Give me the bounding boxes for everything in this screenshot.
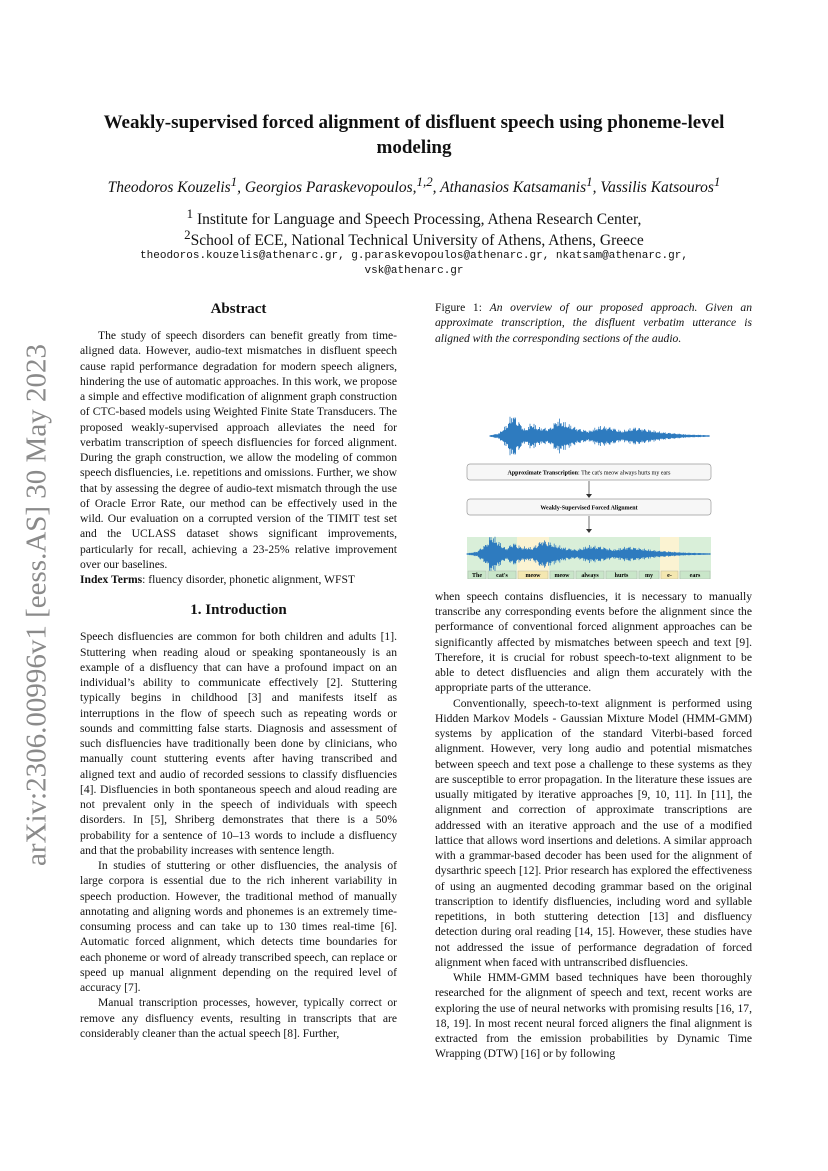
arxiv-stamp: arXiv:2306.00996v1 [eess.AS] 30 May 2023 [20,344,53,866]
author-name: Theodoros Kouzelis [107,179,231,197]
word-label: e- [667,572,672,579]
body-paragraph: While HMM-GMM based techniques have been thoroughly researched for the alignment of speech and text, recent works are exploring the use of neural networks with promising results [16, 17, 18, 19]. In most recent neural forced aligners the final alignment is extracted from the emission probabilities by Dynamic Time Wrapping (DTW) [16] or by following [435,971,752,1061]
figure-diagram [435,354,752,579]
body-paragraph: Conventionally, speech-to-text alignment is performed using Hidden Markov Models - Gaussian Mixture Model (HMM-GMM) systems by application of the standard Viterbi-based forced alignment. However, very long audio and potential mismatches between speech and text pose a challenge to these systems as they are susceptible to error propagation. In the literature these issues are usually mitigated by iterative approaches [9, 10, 11]. In [11], the alignment and correction of approximate transcriptions are addressed with an iterative approach and the use of a modified lattice that allows word insertions and deletions. A similar approach with a grammar-based decoder has been used for the alignment of dysarthric speech [12]. Prior research has explored the effectiveness of using an augmented decoding grammar based on the original transcription to identify disfluencies, including word and syllable repetitions, in both stuttering detection [13] and disfluency detection during oral reading [14, 15]. However, these studies have not addressed the issue of performance degradation of forced alignment when faced with untranscribed disfluencies. [435,696,752,969]
figure-caption: Figure 1: An overview of our proposed approach. Given an approximate transcription, the disfluent verbatim utterance is aligned with the corresponding sections of the audio. [435,301,753,345]
author-name: Georgios Paraskevopoulos, [244,179,417,197]
figure-1 [435,354,752,579]
word-label: cat's [496,572,508,579]
body-paragraph: when speech contains disfluencies, it is necessary to manually transcribe any corresponding events before the alignment since the performance of conventional forced alignment approaches can be significantly affected by mismatches between speech and text [9]. Therefore, it is crucial for robust speech-to-text alignment to be able to detect disfluencies and align them accurately with the appropriate parts of the utterance. [435,589,752,695]
author-list: Theodoros Kouzelis$^1$, Georgios Paraskevopoulos,$^{1,2}$, Athanasios Katsamanis$^1$, Vassilis Katsouros$^1$ [107,174,721,197]
intro-heading: 1. Introduction [190,602,287,619]
word-label: hurts [614,572,629,579]
intro-paragraph: Speech disfluencies are common for both children and adults [1]. Stuttering when reading aloud or speaking spontaneously is an example of a disfluency that can have a profound impact on an individual’s ability to communicate effectively [2]. Stuttering typically begins in childhood [3] and manifests itself as interruptions in the flow of speech such as repeating words or sounds and committing false starts. Diagnosis and assessment of such disfluencies have traditionally been done by clinicians, who manually count stuttering events after having transcribed and aligned text and audio of recorded sessions to classify disfluencies [4]. Disfluencies in both spontaneous speech and aloud reading are not prevalent only in the speech of individuals with speech disorders. In [5], Shriberg demonstrates that there is a 50% probability for a sentence of 10–13 words to include a disfluency and that the probability increases with sentence length. [80,630,397,857]
arrow-1-head [586,494,592,498]
word-label: The [471,572,483,579]
author-name: Vassilis Katsouros [600,179,714,197]
email-line: theodoros.kouzelis@athenarc.gr, g.paraskevopoulos@athenarc.gr, nkatsam@athenarc.gr, [140,250,688,262]
waveform-top [490,416,709,455]
alignment-box-text: Weakly-Supervised Forced Alignment [540,505,638,512]
intro-paragraph: In studies of stuttering or other disfluencies, the analysis of large corpora is essential due to the rich inherent variability in speech production. However, the traditional method of manually annotating and aligning words and phonemes is an extremely time-consuming process and can take up to 130 times real-time [6]. Automatic forced alignment, which detects time boundaries for each phoneme or word of already transcribed speech, can replace or speed up manual alignment depending on the required level of accuracy [7]. [80,859,397,994]
arrow-2-head [586,529,592,533]
author-emails [90,249,738,279]
right-column [435,300,752,1062]
affiliation-1: $^1$ Institute for Language and Speech Processing, Athena Research Center, [186,206,642,229]
affiliation-2: $^2$School of ECE, National Technical University of Athens, Athens, Greece [184,227,644,250]
intro-paragraph: Manual transcription processes, however, typically correct or remove any disfluency events, resulting in transcripts that are considerably cleaner than the actual speech [8]. Further, [80,996,397,1040]
word-label: my [645,572,653,579]
left-column [80,300,397,1041]
abstract-body: The study of speech disorders can benefit greatly from time-aligned data. However, audio-text mismatches in disfluent speech cause rapid performance degradation for modern speech aligners, hindering the use of automatic approaches. In this work, we propose a simple and effective modification of alignment graph construction of CTC-based models using Weighted Finite State Transducers. The proposed weakly-supervised approach alleviates the need for verbatim transcription of speech disfluencies for forced alignment. During the graph construction, we allow the modeling of common speech disfluencies, i.e. repetitions and omissions. Further, we show that by assessing the degree of audio-text mismatch through the use of Oracle Error Rate, our method can be effectively used in the wild. Our evaluation on a corrupted version of the TIMIT test set and the UCLASS dataset shows significant improvements, particularly for recall, achieving a 23-25% relative improvement over our baselines. [80,329,397,571]
email-line: vsk@athenarc.gr [364,265,464,277]
waveform-path [490,416,709,455]
word-label: ears [689,572,701,579]
abstract-heading: Abstract [210,301,267,317]
index-terms: Index Terms: fluency disorder, phonetic alignment, WFST [80,573,355,586]
word-labels [468,571,710,579]
transcription-box-text: Approximate Transcription: The cat's meow always hurts my ears [507,470,671,477]
word-label: meow [525,572,541,579]
word-label: always [581,572,599,579]
author-name: Athanasios Katsamanis [440,179,587,197]
word-label: meow [554,572,570,579]
paper-title: Weakly-supervised forced alignment of disfluent speech using phoneme-level modeling [103,112,725,158]
